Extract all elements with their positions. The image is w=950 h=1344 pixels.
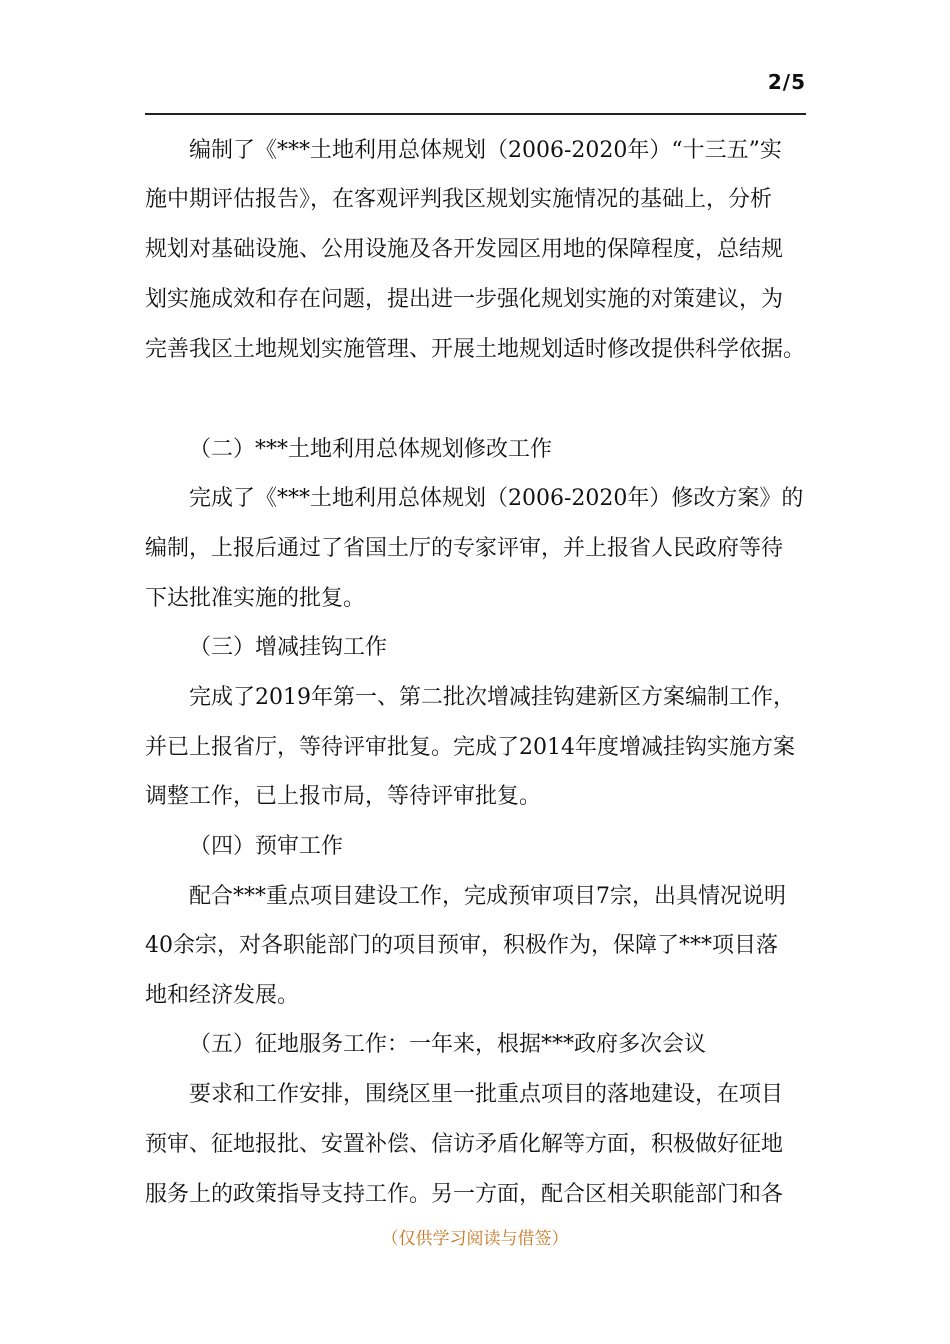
body-line: 完善我区土地规划实施管理、开展土地规划适时修改提供科学依据。 [145, 337, 806, 362]
header-rule [145, 113, 806, 115]
body-line: 施中期评估报告》，在客观评判我区规划实施情况的基础上，分析 [145, 187, 773, 212]
body-line: 预审、征地报批、安置补偿、信访矛盾化解等方面，积极做好征地 [145, 1132, 784, 1157]
body-line: 编制了《***土地利用总体规划（2006-2020年）“十三五”实 [189, 138, 782, 163]
body-line: 划实施成效和存在问题，提出进一步强化规划实施的对策建议，为 [145, 287, 784, 312]
body-line: 服务上的政策指导支持工作。另一方面，配合区相关职能部门和各 [145, 1182, 784, 1207]
footer-note: （仅供学习阅读与借签） [381, 1229, 569, 1249]
body-line: 地和经济发展。 [145, 983, 300, 1008]
section-heading: （三）增减挂钩工作 [189, 635, 388, 660]
body-line: 编制，上报后通过了省国土厅的专家评审，并上报省人民政府等待 [145, 536, 784, 561]
body-line: 40余宗，对各职能部门的项目预审，积极作为，保障了***项目落 [145, 933, 778, 958]
body-line: 完成了2019年第一、第二批次增减挂钩建新区方案编制工作， [189, 685, 795, 710]
section-heading: （四）预审工作 [189, 834, 344, 859]
body-line: 配合***重点项目建设工作，完成预审项目7宗，出具情况说明 [189, 884, 786, 909]
body-line: 完成了《***土地利用总体规划（2006-2020年）修改方案》的 [189, 486, 804, 511]
body-line: 并已上报省厅，等待评审批复。完成了2014年度增减挂钩实施方案 [145, 735, 795, 760]
section-heading: （五）征地服务工作：一年来，根据***政府多次会议 [189, 1032, 707, 1057]
section-heading: （二）***土地利用总体规划修改工作 [189, 437, 553, 462]
body-line: 调整工作，已上报市局，等待评审批复。 [145, 784, 542, 809]
body-line: 要求和工作安排，围绕区里一批重点项目的落地建设，在项目 [189, 1082, 784, 1107]
body-line: 规划对基础设施、公用设施及各开发园区用地的保障程度，总结规 [145, 237, 784, 262]
body-line: 下达批准实施的批复。 [145, 586, 366, 611]
page-number: 2/5 [767, 70, 806, 94]
